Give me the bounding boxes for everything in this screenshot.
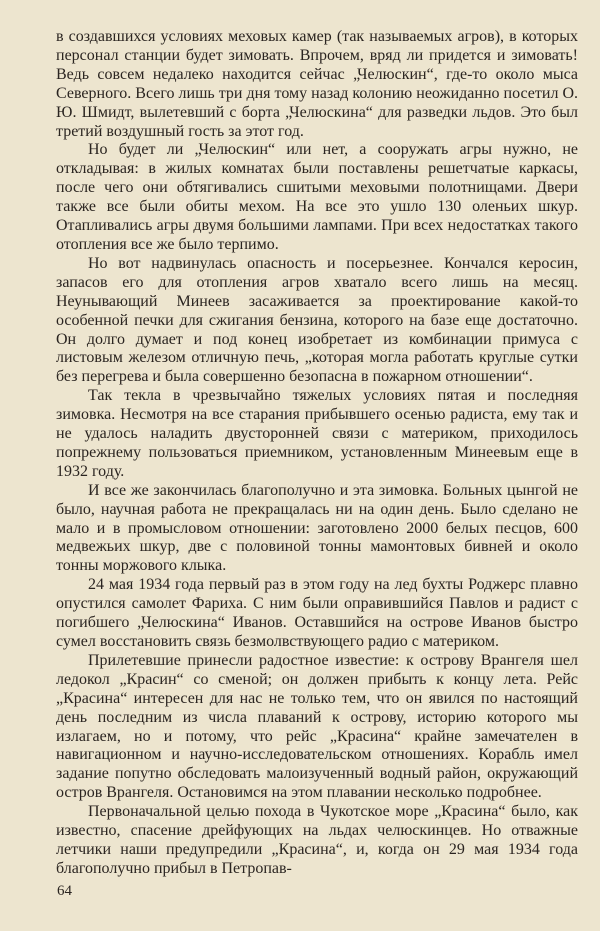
page-text xyxy=(56,28,578,879)
paragraph-3: Но вот надвинулась опасность и посерьезнее. Кончался керосин, запасов его для отопления агров хватало всего лишь на месяц. Неунывающий Минеев засаживается за проектирование какой-то особенной печки для сжигания бензина, которого на базе еще достаточно. Он долго думает и под конец изобретает из комбинации примуса с листовым железом отличную печь, „которая могла работать круглые сутки без перегрева и была совершенно безопасна в пожарном отношении“. xyxy=(56,254,578,386)
paragraph-8: Первоначальной целью похода в Чукотское море „Красина“ было, как известно, спасение дрейфующих на льдах челюскинцев. Но отважные летчики наши предупредили „Красина“, и, когда он 29 мая 1934 года благополучно прибыл в Петропав- xyxy=(56,803,578,877)
paragraph-6: 24 мая 1934 года первый раз в этом году на лед бухты Роджерс плавно опустился самолет Фариха. С ним были оправившийся Павлов и радист с погибшего „Челюскина“ Иванов. Оставшийся на острове Иванов быстро сумел восстановить связь безмолвствующего радио с материком. xyxy=(56,576,578,650)
paragraph-5: И все же закончилась благополучно и эта зимовка. Больных цынгой не было, научная работа не прекращалась ни на один день. Было сделано не мало и в промысловом отношении: заготовлено 2000 белых песцов, 600 медвежьих шкур, две с половиной тонны мамонтовых бивней и около тонны моржового клыка. xyxy=(56,481,578,575)
paragraph-1: в создавшихся условиях меховых камер (так называемых агров), в которых персонал станции будет зимовать. Впрочем, вряд ли придется и зимовать! Ведь совсем недалеко находится сейчас „Челюскин“, где-то около мыса Северного. Всего лишь три дня тому назад колонию неожиданно посетил О. Ю. Шмидт, вылетевший с борта „Челюскина“ для разведки льдов. Это был третий воздушный гость за этот год. xyxy=(56,28,578,140)
paragraph-2: Но будет ли „Челюскин“ или нет, а сооружать агры нужно, не откладывая: в жилых комнатах были поставлены решетчатые каркасы, после чего они обтягивались сшитыми меховыми полотнищами. Двери также все были обиты мехом. На все это ушло 130 оленьих шкур. Отапливались агры двумя большими лампами. При всех недостатках такого отопления все же было терпимо. xyxy=(56,141,578,253)
paragraph-7: Прилетевшие принесли радостное известие: к острову Врангеля шел ледокол „Красин“ со сменой; он должен прибыть к концу лета. Рейс „Красина“ интересен для нас не только тем, что он явился по настоящий день последним из числа плаваний к острову, историю которого мы излагаем, но и потому, что рейс „Красина“ крайне замечателен в навигационном и научно-исследовательском отношениях. Корабль имел задание попутно обследовать малоизученный водный район, окружающий остров Врангеля. Остановимся на этом плавании несколько подробнее. xyxy=(56,651,578,802)
paragraph-4: Так текла в чрезвычайно тяжелых условиях пятая и последняя зимовка. Несмотря на все старания прибывшего осенью радиста, ему так и не удалось наладить двусторонней связи с материком, приходилось попрежнему пользоваться приемником, установленным Минеевым еще в 1932 году. xyxy=(56,387,578,480)
page-number: 64 xyxy=(57,883,72,899)
